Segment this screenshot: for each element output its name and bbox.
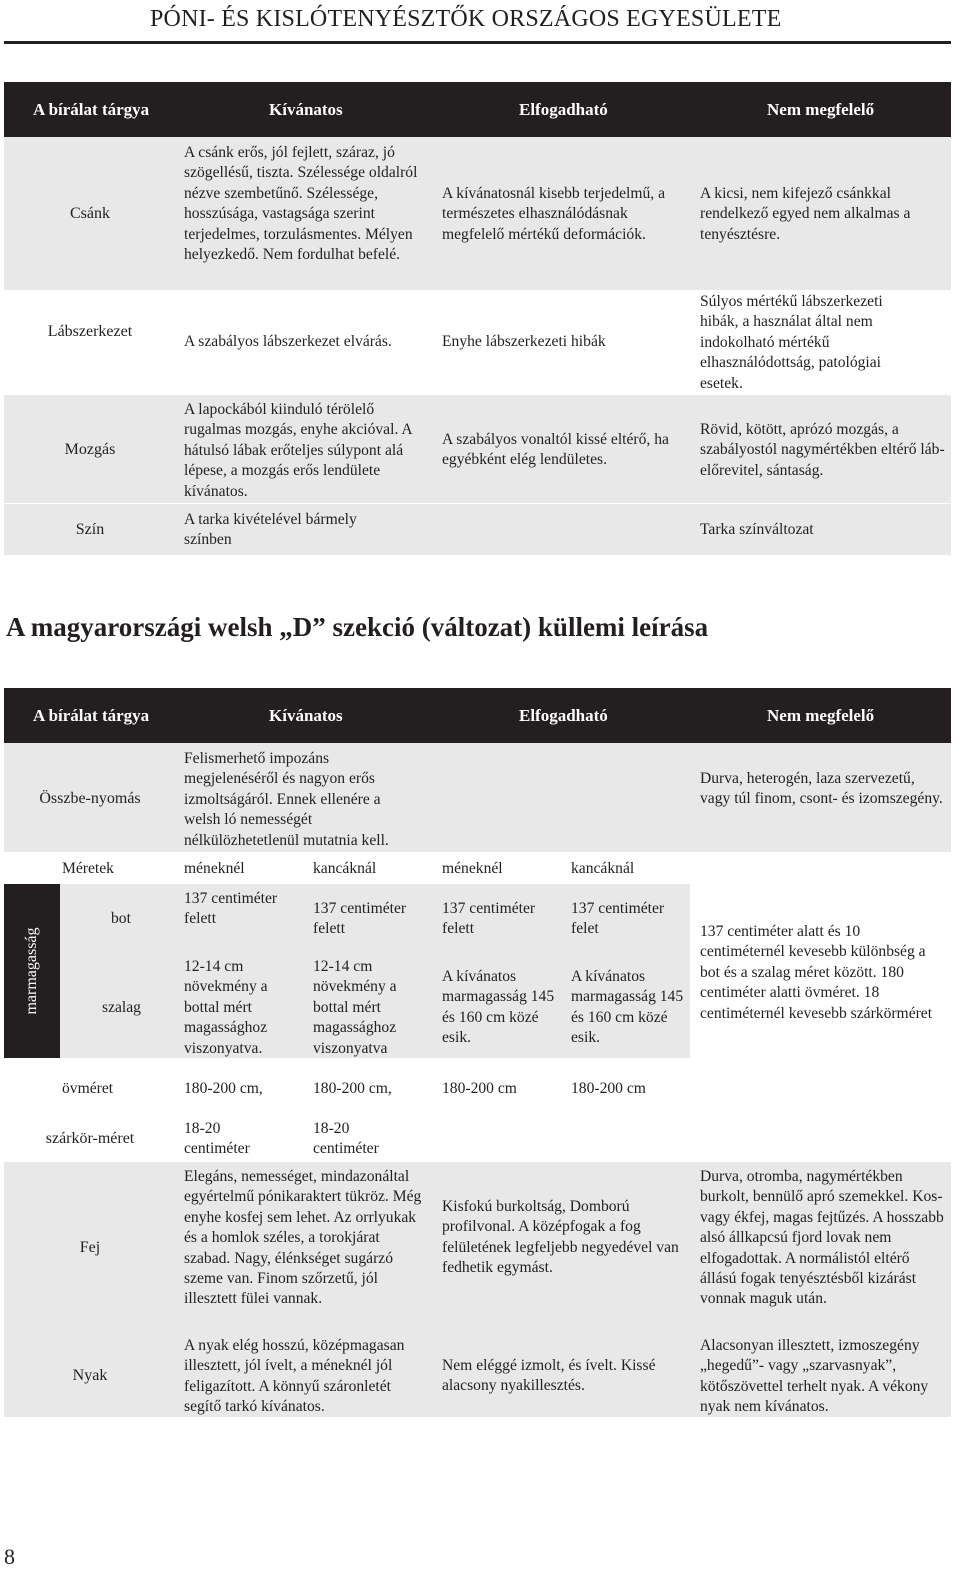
szalag-menek-1: 12-14 cm növekmény a bottal mért magassághoz viszonyatva. — [184, 958, 268, 1057]
row-acceptable-mozgas: A szabályos vonaltól kissé eltérő, ha egyébként elég lendületes. — [442, 431, 669, 469]
table2-header-desirable: Kívánatos — [269, 706, 343, 725]
table1-header-acceptable: Elfogadható — [519, 100, 608, 119]
szalag-kancak-1: 12-14 cm növekmény a bottal mért magassághoz viszonyatva — [313, 958, 397, 1057]
ovmeret-menek-1: 180-200 cm, — [184, 1080, 263, 1097]
szalag-menek-2: A kívánatos marmagasság 145 és 160 cm közé esik. — [442, 968, 555, 1047]
bot-kancak-2: 137 centiméter felet — [571, 900, 665, 938]
row-desirable-mozgas: A lapockából kiinduló térölelő rugalmas mozgás, enyhe akcióval. A hátulsó lábak erőteljes súlypont alá lépese, a mozgás erős lendülete kívánatos. — [184, 401, 412, 500]
header-rule — [4, 41, 951, 44]
row-subject-szin: Szín — [75, 521, 105, 538]
row-unacceptable-nyak: Alacsonyan illesztett, izmoszegény „hegedű”- vagy „szarvasnyak”, kötőszövettel terhelt nyak. A vékony nyak nem kívánatos. — [700, 1337, 929, 1416]
row-unacceptable-mozgas: Rövid, kötött, aprózó mozgás, a szabályostól nagymértékben eltérő láb-előrevitel, sántaság. — [700, 421, 945, 479]
marmagassag-unacceptable: 137 centiméter alatt és 10 centiméternél kevesebb különbség a bot és a szalag méret között. 180 centiméter alatti övméret. 18 centiméternél kevesebb szárkörméret — [700, 923, 933, 1022]
row-subject-mozgas: Mozgás — [64, 441, 116, 458]
table1-header-subject: A bírálat tárgya — [33, 100, 150, 119]
marmagassag-label: marmagasság — [23, 927, 40, 1015]
section-title: A magyarországi welsh „D” szekció (változat) küllemi leírása — [6, 612, 709, 642]
page-number: 8 — [4, 1544, 15, 1569]
table1-header — [4, 82, 951, 138]
row-subject-csank: Csánk — [70, 205, 110, 222]
marmagassag-tab — [4, 884, 60, 1058]
bot-menek-2: 137 centiméter felett — [442, 900, 536, 938]
row-subject-nyak: Nyak — [72, 1367, 108, 1384]
table2-header-unacceptable: Nem megfelelő — [767, 706, 875, 725]
table1-header-desirable: Kívánatos — [269, 100, 343, 119]
row-subject-fej: Fej — [79, 1239, 101, 1256]
row-acceptable-fej: Kisfokú burkoltság, Domború profilvonal. A középfogak a fog felületének legfeljebb negyedével van fedhetik egymást. — [442, 1198, 679, 1277]
row-unacceptable-csank: A kicsi, nem kifejező csánkkal rendelkező egyed nem alkalmas a tenyésztésre. — [700, 185, 911, 243]
row-subject-osszbenyomas: Összbe-nyomás — [39, 790, 141, 807]
bot-menek-1: 137 centiméter felett — [184, 890, 278, 928]
row-unacceptable-fej: Durva, otromba, nagymértékben burkolt, bennülő apró szemekkel. Kos- vagy ékfej, magas fejtűzés. A hosszabb alsó állkapcsú fjord lovak nem elfogadottak. A normálistól eltérő állású fogak tenyésztésből kizárást vonnak maguk után. — [700, 1168, 944, 1308]
meretek-col-kancak-1: kancáknál — [313, 860, 377, 877]
row-acceptable-csank: A kívánatosnál kisebb terjedelmű, a természetes elhasználódásnak megfelelő mértékű deformációk. — [442, 185, 666, 243]
szarkormeret-kancak: 18-20 centiméter — [313, 1120, 379, 1158]
table2-header-acceptable: Elfogadható — [519, 706, 608, 725]
ovmeret-menek-2: 180-200 cm — [442, 1080, 517, 1097]
row-desirable-nyak: A nyak elég hosszú, középmagasan illesztett, jól ívelt, a méneknél jól feligazított. A könnyű száronletét segítő tarkó kívánatos. — [184, 1337, 405, 1416]
row-unacceptable-labszerkezet: Súlyos mértékű lábszerkezeti hibák, a használat által nem indokolható mértékű elhasználódottság, patológiai esetek. — [700, 293, 883, 392]
row-unacceptable-osszbenyomas: Durva, heterogén, laza szervezetű, vagy túl finom, csont- és izomszegény. — [700, 770, 943, 808]
ovmeret-label: övméret — [62, 1080, 114, 1097]
szalag-label: szalag — [102, 999, 141, 1016]
table2-header-subject: A bírálat tárgya — [33, 706, 150, 725]
table1-header-unacceptable: Nem megfelelő — [767, 100, 875, 119]
meretek-col-kancak-2: kancáknál — [571, 860, 635, 877]
row-desirable-osszbenyomas: Felismerhető impozáns megjelenéséről és nagyon erős izmoltságáról. Ennek ellenére a welsh ló nemességét nélkülözhetetlenül mutatnia kell. — [184, 750, 389, 849]
szalag-kancak-2: A kívánatos marmagasság 145 és 160 cm közé esik. — [571, 968, 684, 1047]
row-desirable-szin: A tarka kivételével bármely színben — [184, 511, 357, 549]
meretek-col-menek-1: méneknél — [184, 860, 245, 877]
szarkormeret-label: szárkör-méret — [45, 1130, 135, 1147]
table2-header — [4, 688, 951, 744]
row-unacceptable-szin: Tarka színváltozat — [700, 521, 814, 538]
bot-kancak-1: 137 centiméter felett — [313, 900, 407, 938]
ovmeret-kancak-2: 180-200 cm — [571, 1080, 646, 1097]
row-desirable-fej: Elegáns, nemességet, mindazonáltal egyértelmű pónikaraktert tükröz. Még enyhe kosfej sem lehet. Az orrlyukak és a homlok széles, a torokjárat szabad. Nagy, élénkséget sugárzó szeme van. Finom szőrzetű, jól illesztett fülei vannak. — [184, 1168, 422, 1308]
organization-title: PÓNI- ÉS KISLÓTENYÉSZTŐK ORSZÁGOS EGYESÜLETE — [150, 6, 782, 32]
row-subject-labszerkezet: Lábszerkezet — [47, 323, 133, 340]
meretek-col-menek-2: méneknél — [442, 860, 503, 877]
row-desirable-csank: A csánk erős, jól fejlett, száraz, jó szögellésű, tiszta. Szélessége oldalról nézve szembetűnő. Szélessége, hosszúsága, vastagsága szerint terjedelmes, torzulásmentes. Mélyen helyezkedő. Nem fordulhat befelé. — [184, 144, 418, 264]
row-desirable-labszerkezet: A szabályos lábszerkezet elvárás. — [184, 333, 392, 350]
ovmeret-kancak-1: 180-200 cm, — [313, 1080, 392, 1097]
row-acceptable-nyak: Nem eléggé izmolt, és ívelt. Kissé alacsony nyakillesztés. — [442, 1357, 656, 1395]
meretek-label: Méretek — [62, 860, 114, 877]
szarkormeret-menek: 18-20 centiméter — [184, 1120, 250, 1158]
bot-label: bot — [111, 910, 131, 927]
row-acceptable-labszerkezet: Enyhe lábszerkezeti hibák — [442, 333, 606, 350]
